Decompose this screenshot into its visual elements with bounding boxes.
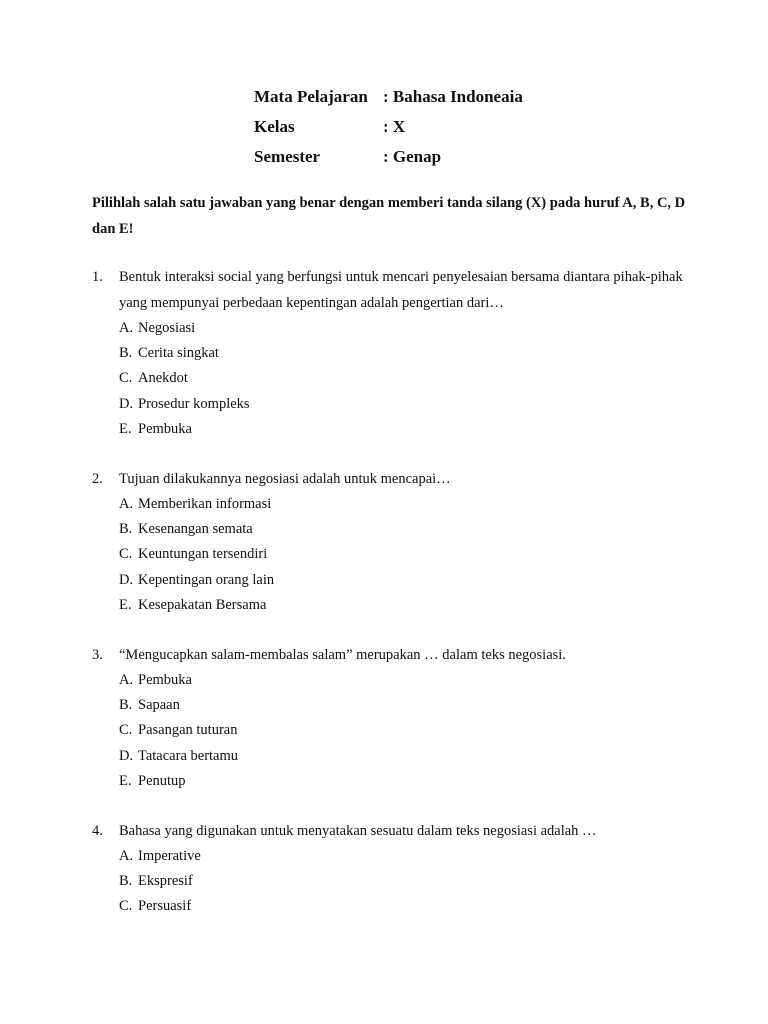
question-4	[92, 818, 692, 920]
answer-option[interactable]	[119, 769, 692, 794]
option-letter: C.	[119, 546, 133, 563]
answer-option[interactable]	[119, 894, 692, 919]
option-text: Ekspresif	[138, 873, 193, 890]
option-letter: D.	[119, 571, 134, 588]
question-number: 2.	[92, 471, 103, 487]
answer-option[interactable]	[119, 542, 692, 567]
option-letter: A.	[119, 848, 134, 864]
answer-option[interactable]	[119, 492, 692, 517]
option-text: Kesepakatan Bersama	[138, 596, 267, 613]
answer-option[interactable]	[119, 316, 692, 341]
option-text: Kesenangan semata	[138, 521, 253, 538]
answer-option[interactable]	[119, 417, 692, 442]
option-text: Anekdot	[138, 370, 188, 387]
answer-options	[92, 844, 692, 920]
option-text: Memberikan informasi	[138, 496, 272, 512]
exam-instruction: Pilihlah salah satu jawaban yang benar dengan memberi tanda silang (X) pada huruf A, B, C, D dan E!	[92, 195, 686, 237]
option-text: Prosedur kompleks	[138, 395, 250, 412]
header-label: Mata Pelajaran	[254, 87, 368, 106]
option-letter: E.	[119, 772, 132, 789]
question-stem	[92, 466, 692, 492]
option-text: Cerita singkat	[138, 345, 219, 362]
answer-option[interactable]	[119, 718, 692, 743]
question-text: Bentuk interaksi social yang berfungsi untuk mencari penyelesaian bersama diantara pihak-pihak yang mempunyai perbedaan kepentingan adalah pengertian dari…	[119, 269, 683, 311]
option-text: Negosiasi	[138, 320, 196, 336]
header-value: : Bahasa Indoneaia	[383, 87, 523, 106]
option-letter: D.	[119, 747, 134, 764]
question-text: Tujuan dilakukannya negosiasi adalah untuk mencapai…	[119, 471, 451, 487]
question-1	[92, 264, 692, 442]
header-label: Kelas	[254, 117, 295, 136]
option-letter: B.	[119, 873, 133, 890]
answer-option[interactable]	[119, 517, 692, 542]
option-text: Sapaan	[138, 697, 180, 714]
option-letter: C.	[119, 722, 133, 739]
option-text: Persuasif	[138, 898, 192, 915]
question-number: 1.	[92, 269, 103, 285]
question-text: “Mengucapkan salam-membalas salam” merupakan … dalam teks negosiasi.	[119, 647, 566, 663]
question-2	[92, 466, 692, 618]
option-letter: B.	[119, 521, 133, 538]
answer-option[interactable]	[119, 392, 692, 417]
header-value: : X	[383, 117, 406, 136]
option-letter: C.	[119, 898, 133, 915]
option-letter: E.	[119, 596, 132, 613]
option-text: Penutup	[138, 772, 186, 789]
option-text: Pasangan tuturan	[138, 722, 238, 739]
option-text: Kepentingan orang lain	[138, 571, 275, 588]
option-letter: B.	[119, 697, 133, 714]
option-text: Keuntungan tersendiri	[138, 546, 268, 563]
option-text: Imperative	[138, 848, 201, 864]
answer-option[interactable]	[119, 693, 692, 718]
option-letter: A.	[119, 672, 134, 688]
answer-option[interactable]	[119, 668, 692, 693]
question-text: Bahasa yang digunakan untuk menyatakan sesuatu dalam teks negosiasi adalah …	[119, 823, 597, 839]
option-letter: A.	[119, 320, 134, 336]
header-label: Semester	[254, 147, 321, 166]
answer-option[interactable]	[119, 869, 692, 894]
answer-options	[92, 668, 692, 794]
option-text: Pembuka	[138, 672, 192, 688]
option-letter: E.	[119, 420, 132, 437]
answer-options	[92, 492, 692, 618]
question-number: 4.	[92, 823, 103, 839]
option-letter: D.	[119, 395, 134, 412]
answer-option[interactable]	[119, 366, 692, 391]
option-letter: C.	[119, 370, 133, 387]
question-3	[92, 642, 692, 794]
question-number: 3.	[92, 647, 103, 663]
question-stem	[92, 264, 692, 316]
header-value: : Genap	[383, 147, 442, 166]
option-letter: A.	[119, 496, 134, 512]
option-text: Pembuka	[138, 420, 192, 437]
answer-option[interactable]	[119, 341, 692, 366]
option-text: Tatacara bertamu	[138, 747, 239, 764]
question-stem	[92, 642, 692, 668]
answer-option[interactable]	[119, 593, 692, 618]
answer-options	[92, 316, 692, 442]
answer-option[interactable]	[119, 844, 692, 869]
question-stem	[92, 818, 692, 844]
answer-option[interactable]	[119, 744, 692, 769]
option-letter: B.	[119, 345, 133, 362]
answer-option[interactable]	[119, 568, 692, 593]
